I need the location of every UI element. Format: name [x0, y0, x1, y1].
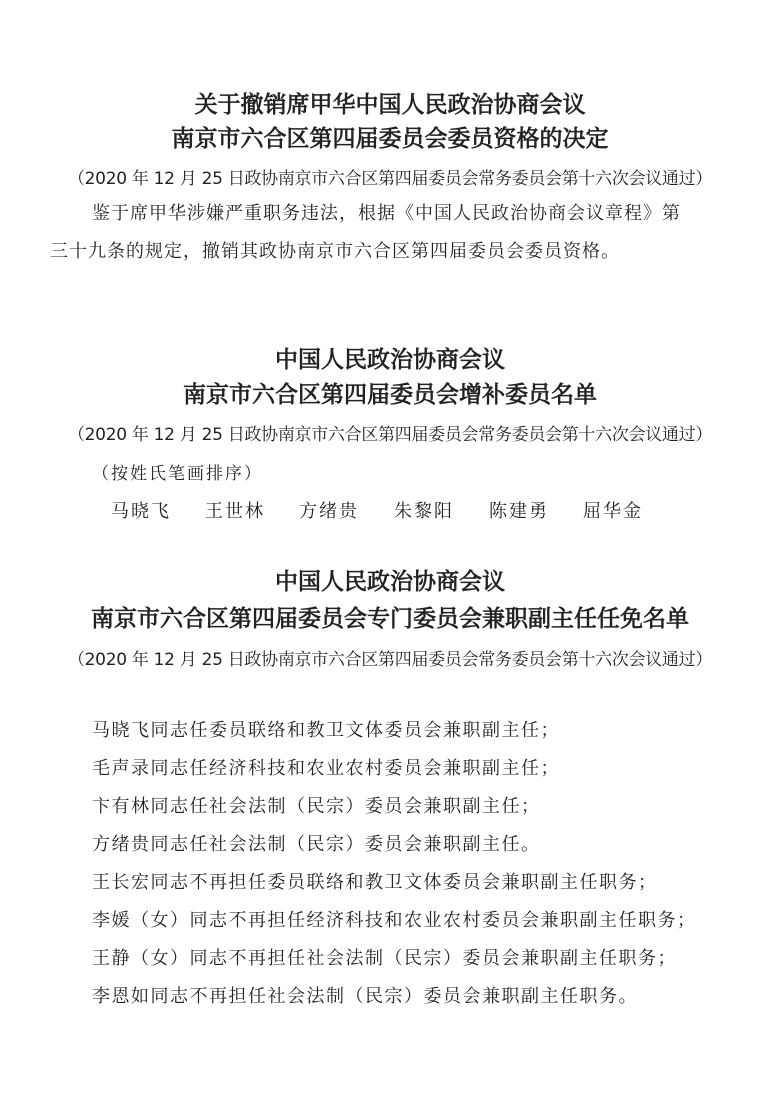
appointment-item: 毛声录同志任经济科技和农业农村委员会兼职副主任；	[92, 758, 560, 779]
decision-title-line-2: 南京市六合区第四届委员会委员资格的决定	[171, 125, 609, 152]
member-name: 马晓飞	[111, 501, 171, 522]
decision-title-line-1: 关于撤销席甲华中国人民政治协商会议	[194, 91, 586, 118]
appointments-title-line-2: 南京市六合区第四届委员会专门委员会兼职副主任任免名单	[91, 605, 689, 632]
member-name: 王世林	[205, 501, 265, 522]
removal-item: 王长宏同志不再担任委员联络和教卫文体委员会兼职副主任职务；	[92, 872, 658, 893]
additions-title-line-2: 南京市六合区第四届委员会增补委员名单	[183, 381, 597, 408]
added-members-list	[111, 499, 671, 525]
additions-meeting-note: （2020 年 12 月 25 日政协南京市六合区第四届委员会常务委员会第十六次会议通过）	[67, 425, 713, 445]
removal-item: 李恩如同志不再担任社会法制（民宗）委员会兼职副主任职务。	[92, 986, 638, 1007]
appointments-meeting-note: （2020 年 12 月 25 日政协南京市六合区第四届委员会常务委员会第十六次会议通过）	[67, 650, 713, 670]
appointment-item: 卞有林同志任社会法制（民宗）委员会兼职副主任；	[92, 796, 541, 817]
removal-item: 王静（女）同志不再担任社会法制（民宗）委员会兼职副主任职务；	[92, 948, 677, 969]
additions-title-line-1: 中国人民政治协商会议	[275, 346, 505, 373]
member-name: 陈建勇	[489, 501, 549, 522]
member-name: 方绪贵	[299, 501, 359, 522]
decision-meeting-note: （2020 年 12 月 25 日政协南京市六合区第四届委员会常务委员会第十六次会议通过）	[67, 169, 713, 189]
sort-order-note: （按姓氏笔画排序）	[92, 464, 263, 484]
appointment-item: 马晓飞同志任委员联络和教卫文体委员会兼职副主任；	[92, 720, 560, 741]
member-name: 屈华金	[583, 501, 643, 522]
appointments-title-line-1: 中国人民政治协商会议	[275, 568, 505, 595]
decision-body-line-1: 鉴于席甲华涉嫌严重职务违法，根据《中国人民政治协商会议章程》第	[92, 203, 681, 224]
decision-body-line-2: 三十九条的规定，撤销其政协南京市六合区第四届委员会委员资格。	[50, 241, 620, 262]
member-name: 朱黎阳	[394, 501, 454, 522]
removal-item: 李媛（女）同志不再担任经济科技和农业农村委员会兼职副主任职务；	[92, 910, 697, 931]
appointment-item: 方绪贵同志任社会法制（民宗）委员会兼职副主任。	[92, 834, 541, 855]
